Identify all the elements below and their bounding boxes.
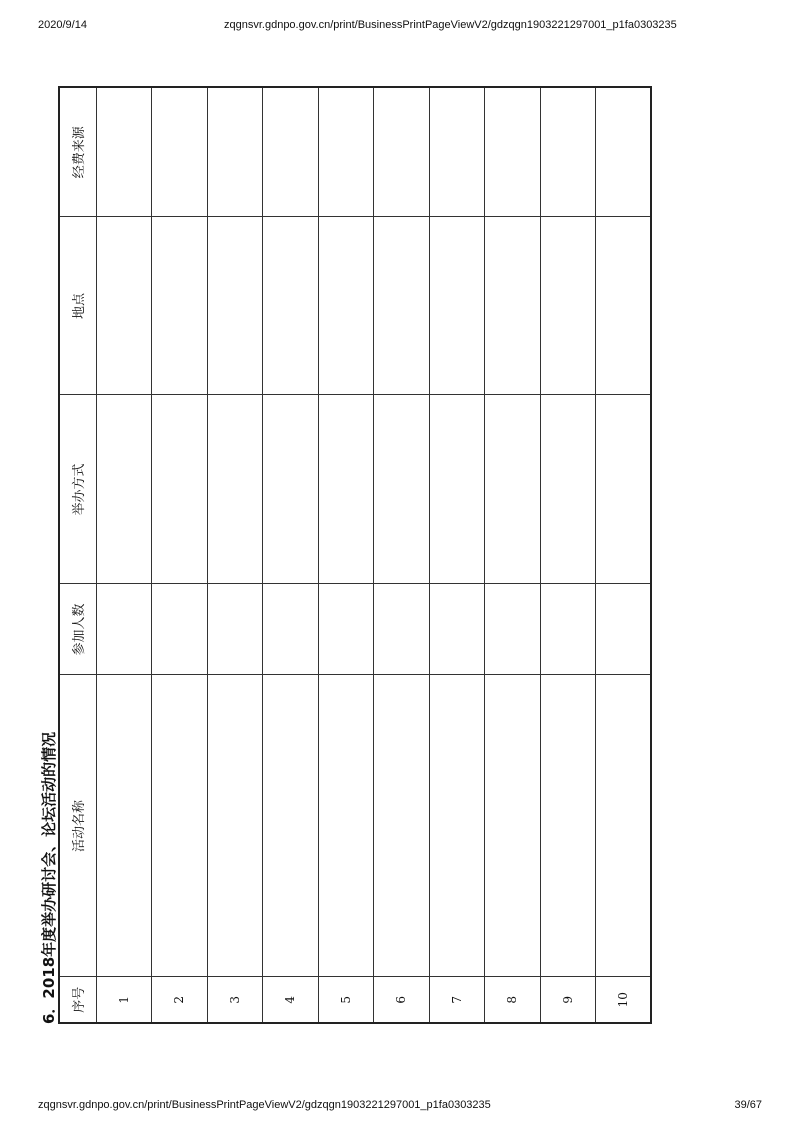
activities-table: [58, 86, 652, 1024]
empty-cell: [540, 395, 596, 584]
table-row: [485, 87, 541, 1023]
column-header-activity-name: 活动名称: [59, 675, 96, 977]
empty-cell: [207, 584, 263, 675]
table-row: [318, 87, 374, 1023]
empty-cell: [485, 87, 541, 217]
print-date: 2020/9/14: [38, 19, 87, 31]
empty-cell: [540, 675, 596, 977]
empty-cell: [318, 87, 374, 217]
empty-cell: [374, 217, 430, 395]
empty-cell: [96, 87, 152, 217]
empty-cell: [207, 395, 263, 584]
row-number-cell: 3: [207, 977, 263, 1023]
section-title: 6．2018年度举办研讨会、论坛活动的情况: [40, 731, 58, 1024]
empty-cell: [540, 87, 596, 217]
column-header-funding-source: 经费来源: [59, 87, 96, 217]
empty-cell: [318, 584, 374, 675]
empty-cell: [263, 217, 319, 395]
empty-cell: [485, 584, 541, 675]
table-row: [429, 87, 485, 1023]
empty-cell: [207, 217, 263, 395]
empty-cell: [596, 395, 652, 584]
empty-cell: [596, 87, 652, 217]
empty-cell: [96, 675, 152, 977]
table-row: [540, 87, 596, 1023]
empty-cell: [318, 395, 374, 584]
empty-cell: [263, 395, 319, 584]
empty-cell: [152, 395, 208, 584]
empty-cell: [596, 217, 652, 395]
row-number-cell: 2: [152, 977, 208, 1023]
column-header-number: 序号: [59, 977, 96, 1023]
row-number-cell: 9: [540, 977, 596, 1023]
empty-cell: [429, 395, 485, 584]
table-row: [152, 87, 208, 1023]
empty-cell: [374, 87, 430, 217]
empty-cell: [152, 584, 208, 675]
empty-cell: [429, 675, 485, 977]
empty-cell: [207, 675, 263, 977]
row-number-cell: 1: [96, 977, 152, 1023]
row-number-cell: 10: [596, 977, 652, 1023]
table-header-row: [59, 87, 96, 1023]
empty-cell: [540, 584, 596, 675]
column-header-location: 地点: [59, 217, 96, 395]
column-header-participants: 参加人数: [59, 584, 96, 675]
empty-cell: [96, 395, 152, 584]
empty-cell: [429, 217, 485, 395]
empty-cell: [596, 675, 652, 977]
empty-cell: [374, 675, 430, 977]
table-row: [596, 87, 652, 1023]
table-row: [374, 87, 430, 1023]
empty-cell: [152, 675, 208, 977]
empty-cell: [207, 87, 263, 217]
empty-cell: [263, 87, 319, 217]
empty-cell: [152, 87, 208, 217]
row-number-cell: 5: [318, 977, 374, 1023]
empty-cell: [485, 675, 541, 977]
row-number-cell: 7: [429, 977, 485, 1023]
table-row: [207, 87, 263, 1023]
empty-cell: [429, 87, 485, 217]
table-row: [96, 87, 152, 1023]
empty-cell: [318, 217, 374, 395]
column-header-format: 举办方式: [59, 395, 96, 584]
row-number-cell: 8: [485, 977, 541, 1023]
header-url: zqgnsvr.gdnpo.gov.cn/print/BusinessPrintPageViewV2/gdzqgn1903221297001_p1fa0303235: [224, 19, 677, 31]
empty-cell: [485, 395, 541, 584]
row-number-cell: 6: [374, 977, 430, 1023]
empty-cell: [540, 217, 596, 395]
footer-url: zqgnsvr.gdnpo.gov.cn/print/BusinessPrintPageViewV2/gdzqgn1903221297001_p1fa0303235: [38, 1099, 491, 1111]
empty-cell: [374, 584, 430, 675]
empty-cell: [318, 675, 374, 977]
empty-cell: [152, 217, 208, 395]
empty-cell: [263, 584, 319, 675]
empty-cell: [429, 584, 485, 675]
empty-cell: [263, 675, 319, 977]
empty-cell: [96, 584, 152, 675]
table-row: [263, 87, 319, 1023]
page-number: 39/67: [734, 1099, 762, 1111]
empty-cell: [596, 584, 652, 675]
empty-cell: [374, 395, 430, 584]
empty-cell: [485, 217, 541, 395]
empty-cell: [96, 217, 152, 395]
row-number-cell: 4: [263, 977, 319, 1023]
rotated-table-block: [40, 88, 650, 1024]
